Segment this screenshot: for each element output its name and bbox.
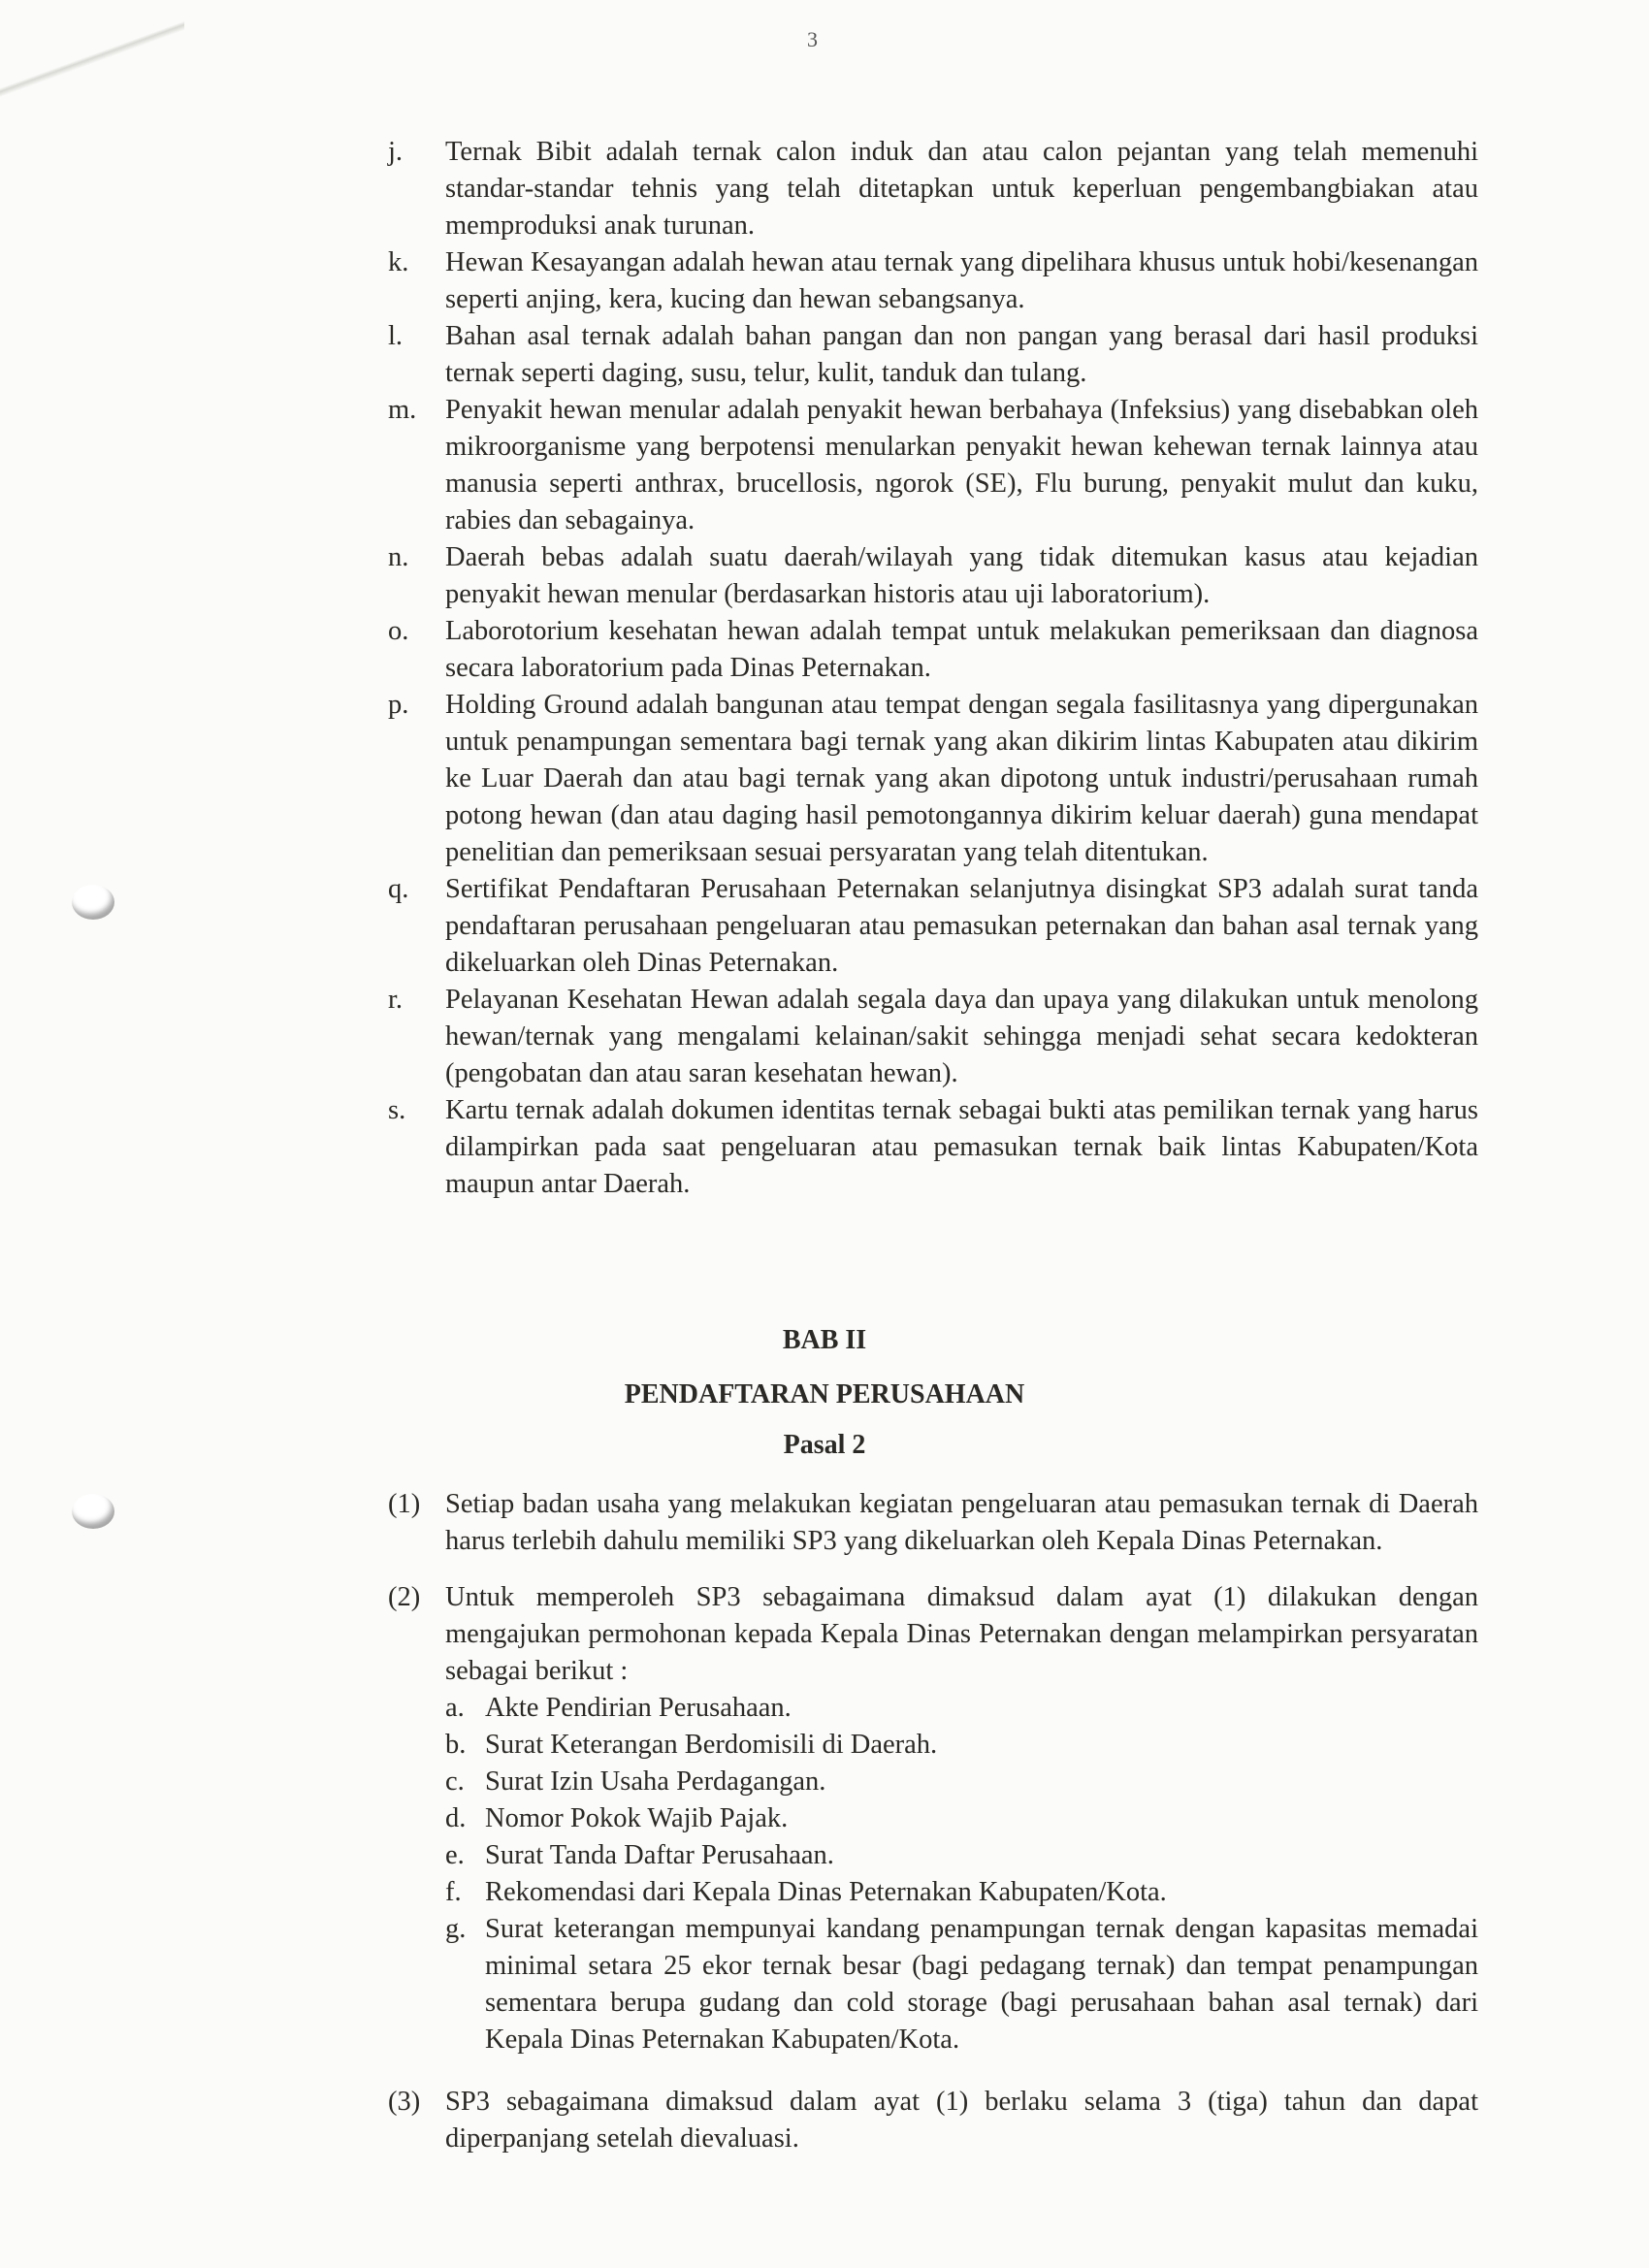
page-number: 3 (807, 27, 818, 51)
definition-item (388, 687, 1478, 871)
item-marker: r. (388, 985, 404, 1015)
item-text: Ternak Bibit adalah ternak calon induk dan atau calon pejantan yang telah memenuhi standar-standar tehnis yang telah ditetapkan untuk keperluan pengembangbiakan atau memproduksi anak turunan. (445, 137, 1478, 241)
paragraph-text: Setiap badan usaha yang melakukan kegiatan pengeluaran atau pemasukan ternak di Daerah harus terlebih dahulu memiliki SP3 yang dikeluarkan oleh Kepala Dinas Peternakan. (445, 1489, 1478, 1556)
definition-item (388, 318, 1478, 392)
requirement-item (445, 1764, 1478, 1800)
item-text: Nomor Pokok Wajib Pajak. (485, 1803, 789, 1833)
paragraph-marker: (1) (388, 1489, 421, 1519)
definition-item (388, 244, 1478, 318)
definition-item (388, 982, 1478, 1092)
item-marker: d. (445, 1803, 467, 1833)
item-text: Penyakit hewan menular adalah penyakit hewan berbahaya (Infeksius) yang disebabkan oleh mikroorganisme yang berpotensi menularkan penyakit hewan kehewan ternak lainnya atau manusia seperti anthrax, brucellosis, ngorok (SE), Flu burung, penyakit mulut dan kuku, rabies dan sebagainya. (445, 395, 1478, 535)
item-text: Hewan Kesayangan adalah hewan atau ternak yang dipelihara khusus untuk hobi/kesenangan seperti anjing, kera, kucing dan hewan sebangsanya. (445, 247, 1478, 314)
item-marker: q. (388, 874, 409, 904)
requirement-item (445, 1874, 1478, 1911)
item-marker: l. (388, 321, 404, 351)
definitions-list (388, 134, 1478, 1203)
item-marker: s. (388, 1095, 406, 1125)
item-marker: e. (445, 1840, 465, 1870)
item-text: Bahan asal ternak adalah bahan pangan dan non pangan yang berasal dari hasil produksi ternak seperti daging, susu, telur, kulit, tanduk dan tulang. (445, 321, 1478, 388)
requirement-item (445, 1837, 1478, 1874)
item-text: Surat Izin Usaha Perdagangan. (485, 1766, 826, 1797)
item-text: Daerah bebas adalah suatu daerah/wilayah yang tidak ditemukan kasus atau kejadian penyakit hewan menular (berdasarkan historis atau uji laboratorium). (445, 542, 1478, 609)
paragraph-text: SP3 sebagaimana dimaksud dalam ayat (1) berlaku selama 3 (tiga) tahun dan dapat diperpanjang setelah dievaluasi. (445, 2087, 1478, 2154)
item-marker: n. (388, 542, 409, 572)
item-text: Akte Pendirian Perusahaan. (485, 1693, 792, 1723)
item-marker: o. (388, 616, 409, 646)
item-marker: a. (445, 1693, 465, 1723)
item-marker: k. (388, 247, 409, 277)
paragraph-marker: (3) (388, 2087, 421, 2117)
paragraph-2 (388, 1579, 1478, 1690)
item-text: Kartu ternak adalah dokumen identitas ternak sebagai bukti atas pemilikan ternak yang harus dilampirkan pada saat pengeluaran atau pemasukan ternak baik lintas Kabupaten/Kota maupun antar Daerah. (445, 1095, 1478, 1199)
paragraph-text: Untuk memperoleh SP3 sebagaimana dimaksud dalam ayat (1) dilakukan dengan mengajukan permohonan kepada Kepala Dinas Peternakan dengan melampirkan persyaratan sebagai berikut : (445, 1582, 1478, 1686)
definition-item (388, 1092, 1478, 1203)
item-text: Sertifikat Pendaftaran Perusahaan Peternakan selanjutnya disingkat SP3 adalah surat tanda pendaftaran perusahaan pengeluaran atau pemasukan peternakan dan bahan asal ternak yang dikeluarkan oleh Dinas Peternakan. (445, 874, 1478, 978)
chapter-title: PENDAFTARAN PERUSAHAAN (624, 1379, 1025, 1409)
punch-hole (72, 885, 114, 920)
paragraph-3 (388, 2084, 1478, 2157)
definition-item (388, 539, 1478, 613)
item-text: Pelayanan Kesehatan Hewan adalah segala daya dan upaya yang dilakukan untuk menolong hewan/ternak yang mengalami kelainan/sakit sehingga menjadi sehat secara kedokteran (pengobatan dan atau saran kesehatan hewan). (445, 985, 1478, 1088)
item-text: Surat keterangan mempunyai kandang penampungan ternak dengan kapasitas memadai minimal setara 25 ekor ternak besar (bagi pedagang ternak) dan tempat penampungan sementara berupa gudang dan cold storage (bagi perusahaan bahan asal ternak) dari Kepala Dinas Peternakan Kabupaten/Kota. (485, 1914, 1478, 2055)
definition-item (388, 392, 1478, 539)
punch-hole (72, 1494, 114, 1529)
definition-item (388, 134, 1478, 244)
requirement-item (445, 1911, 1478, 2058)
article-paragraphs (388, 1486, 1478, 2157)
item-text: Holding Ground adalah bangunan atau tempat dengan segala fasilitasnya yang dipergunakan untuk penampungan sementara bagi ternak yang akan dikirim lintas Kabupaten atau dikirim ke Luar Daerah dan atau bagi ternak yang akan dipotong untuk industri/perusahaan rumah potong hewan (dan atau daging hasil pemotongannya dikirim keluar daerah) guna mendapat penelitian dan pemeriksaan sesuai persyaratan yang telah ditentukan. (445, 690, 1478, 867)
item-marker: p. (388, 690, 409, 720)
page-corner-fold (0, 0, 184, 116)
item-text: Surat Keterangan Berdomisili di Daerah. (485, 1730, 938, 1760)
item-marker: g. (445, 1914, 467, 1944)
requirement-item (445, 1727, 1478, 1764)
item-text: Rekomendasi dari Kepala Dinas Peternakan Kabupaten/Kota. (485, 1877, 1167, 1907)
item-marker: c. (445, 1766, 465, 1797)
definition-item (388, 871, 1478, 982)
item-marker: b. (445, 1730, 467, 1760)
requirement-item (445, 1690, 1478, 1727)
paragraph-1 (388, 1486, 1478, 1560)
paragraph-marker: (2) (388, 1582, 421, 1612)
item-marker: f. (445, 1877, 462, 1907)
item-text: Laborotorium kesehatan hewan adalah tempat untuk melakukan pemeriksaan dan diagnosa secara laboratorium pada Dinas Peternakan. (445, 616, 1478, 683)
definition-item (388, 613, 1478, 687)
chapter-heading: BAB II (782, 1325, 867, 1355)
requirement-item (445, 1800, 1478, 1837)
item-marker: m. (388, 395, 417, 425)
article-heading: Pasal 2 (783, 1430, 866, 1460)
item-marker: j. (388, 137, 404, 167)
item-text: Surat Tanda Daftar Perusahaan. (485, 1840, 834, 1870)
requirements-list (388, 1690, 1478, 2058)
